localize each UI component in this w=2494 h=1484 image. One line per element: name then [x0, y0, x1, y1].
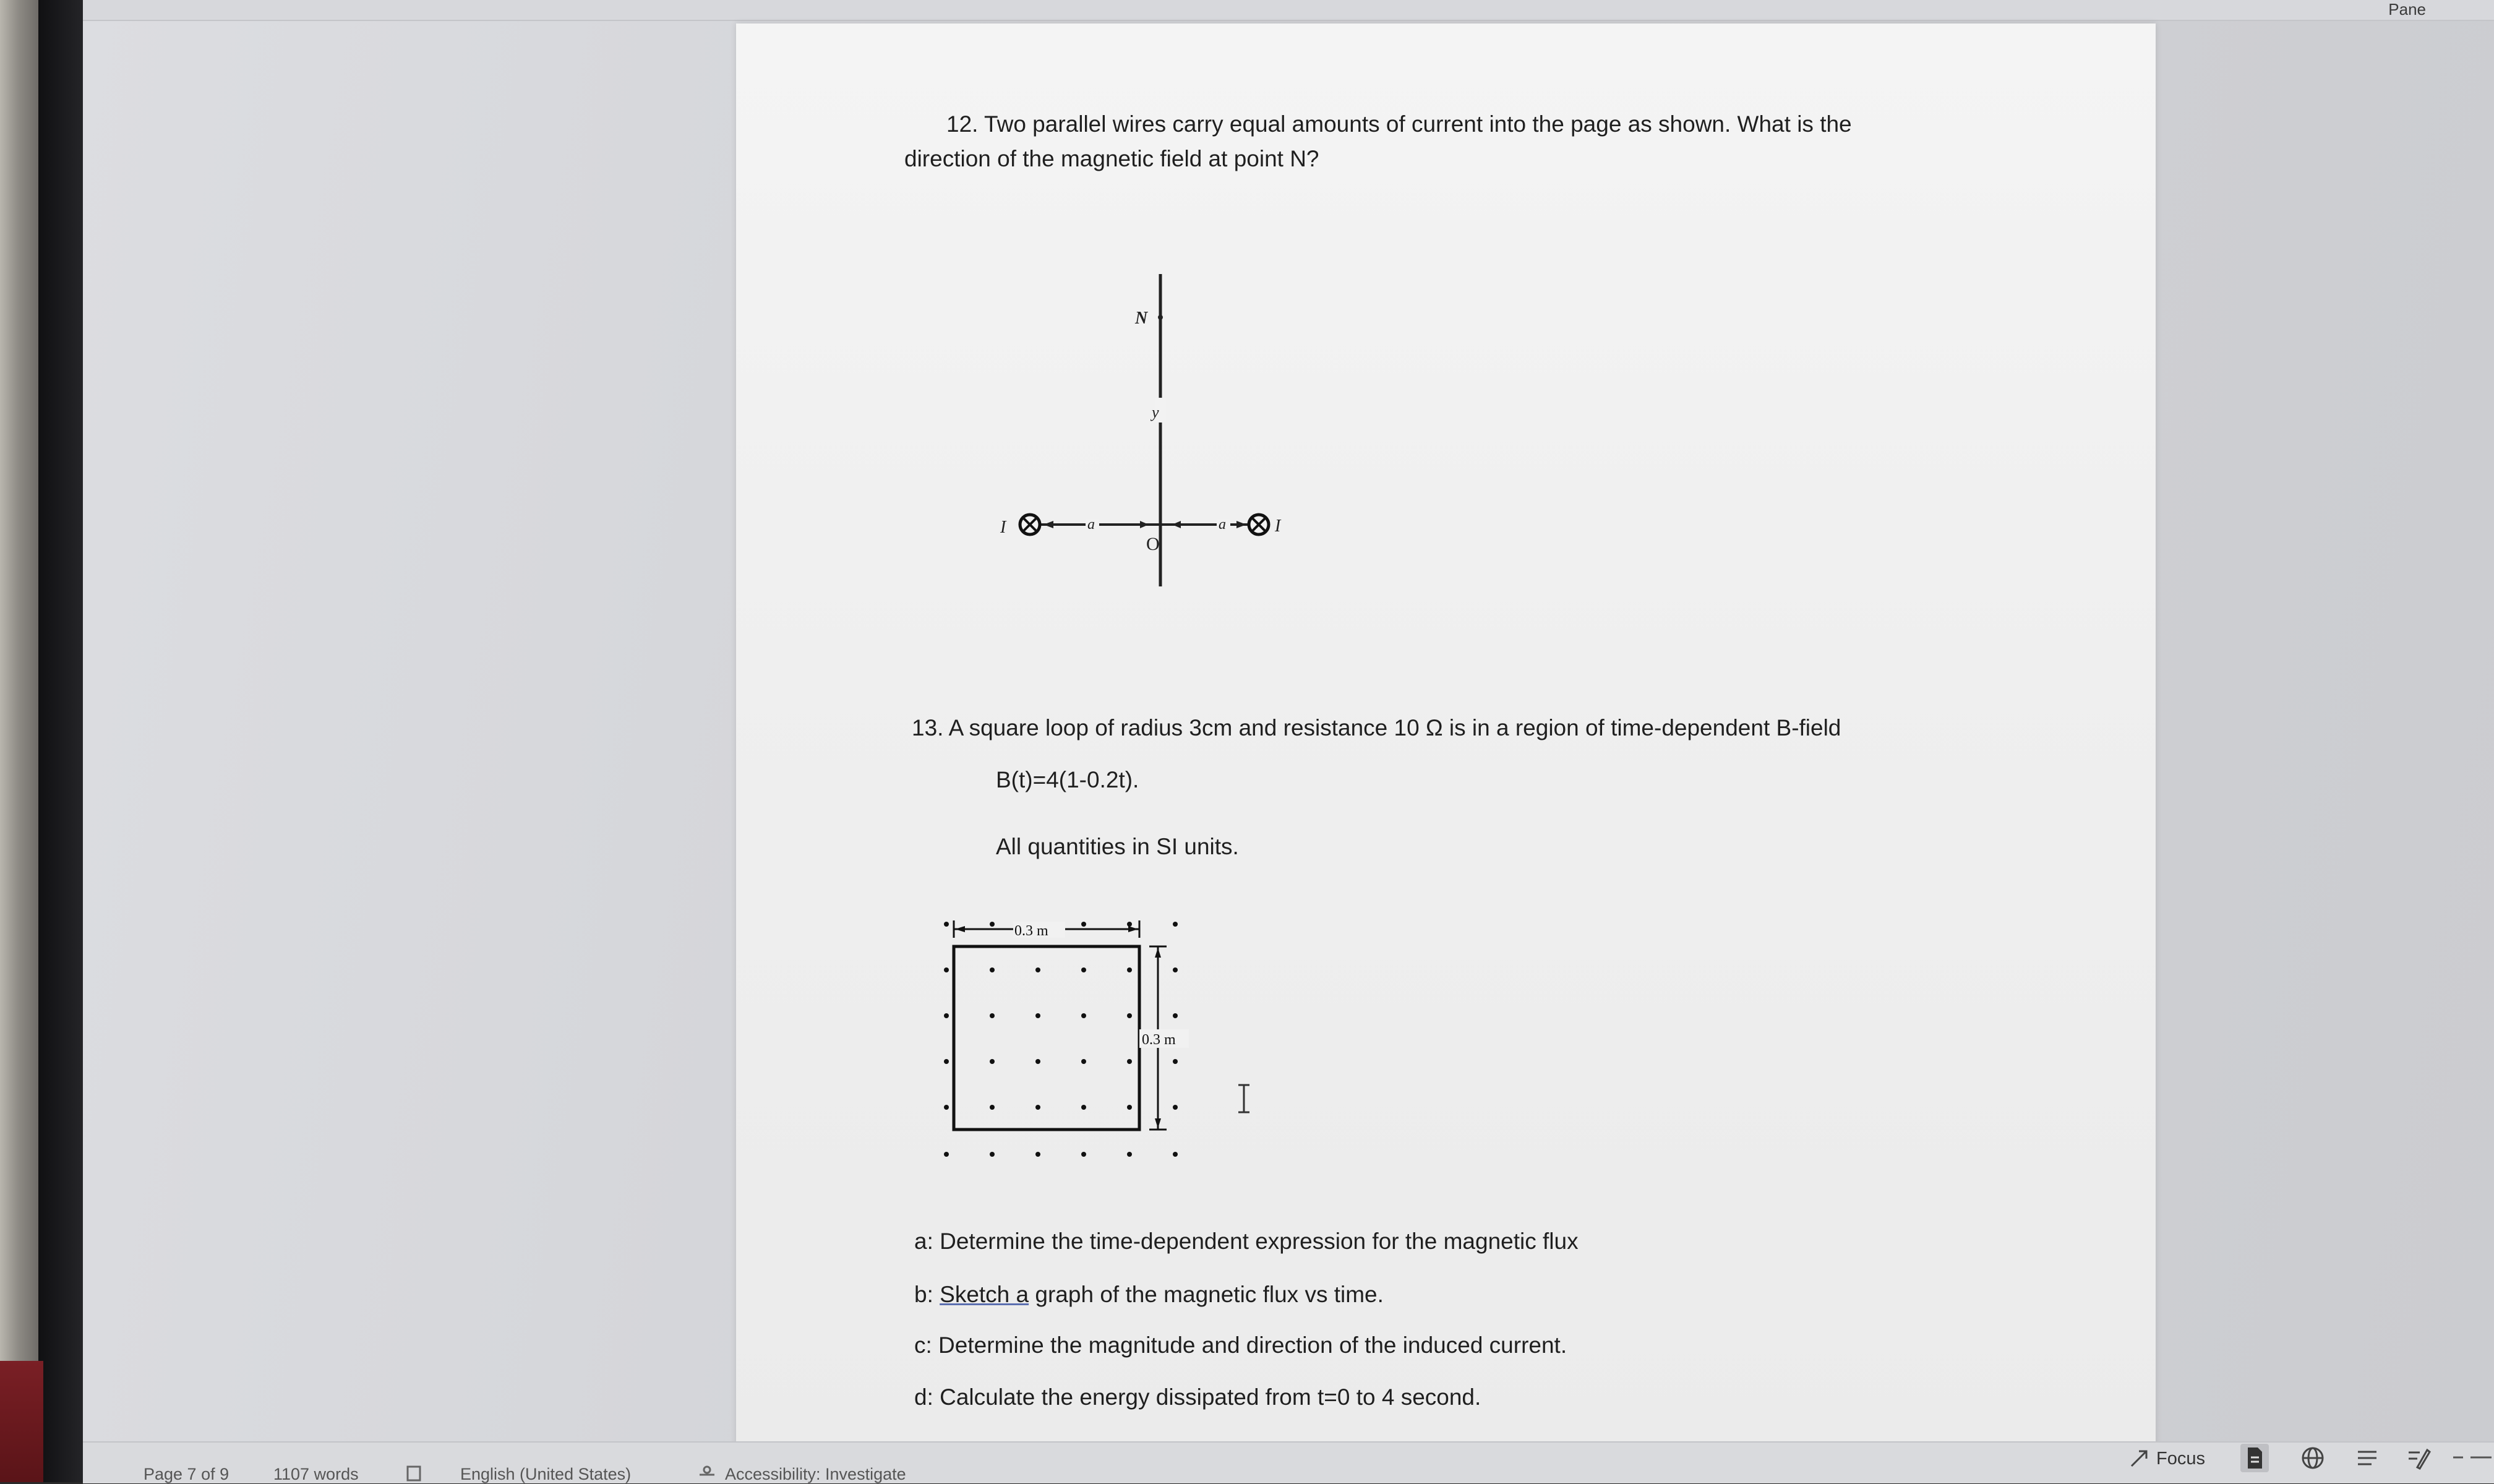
q13-part-b-prefix: b: [914, 1282, 940, 1307]
zoom-slider[interactable] [2451, 1451, 2492, 1464]
web-layout-icon[interactable] [2299, 1444, 2327, 1472]
focus-expand-icon [2128, 1448, 2150, 1470]
device-bezel [38, 0, 83, 1482]
q13-part-b-rest: graph of the magnetic flux vs time. [1029, 1282, 1384, 1307]
q12-line2: direction of the magnetic field at point N? [904, 146, 1319, 171]
q13-line1: 13. A square loop of radius 3cm and resistance 10 Ω is in a region of time-dependent B-field [912, 715, 1841, 740]
draft-icon[interactable] [2405, 1444, 2433, 1472]
q13-part-b [914, 1282, 1384, 1308]
q13-units-note: All quantities in SI units. [996, 834, 1239, 859]
q13-part-d: d: Calculate the energy dissipated from t=0 to 4 second. [914, 1384, 1481, 1410]
outline-icon[interactable] [2353, 1444, 2381, 1472]
accessibility-icon[interactable] [696, 1465, 718, 1482]
top-toolbar-strip [83, 0, 2494, 21]
word-count[interactable]: 1107 words [273, 1465, 359, 1483]
focus-button[interactable] [2128, 1445, 2205, 1472]
height-label: 0.3 m [1142, 1032, 1176, 1048]
width-label: 0.3 m [1014, 923, 1048, 939]
q12-wire-figure [987, 249, 1296, 620]
q13-formula: B(t)=4(1-0.2t). [996, 767, 1139, 792]
label-N: N [1135, 309, 1148, 328]
pane-label[interactable]: Pane [2388, 0, 2426, 19]
accessibility-status[interactable]: Accessibility: Investigate [725, 1465, 906, 1483]
point-N [1158, 315, 1163, 320]
label-a-left: a [1087, 517, 1095, 533]
label-a-right: a [1219, 517, 1226, 533]
sketch-link[interactable]: Sketch a [940, 1282, 1029, 1307]
device-bezel-edge [0, 0, 38, 1482]
text-cursor-icon [1236, 1083, 1252, 1115]
proofing-icon[interactable] [406, 1465, 424, 1482]
language-status[interactable]: English (United States) [460, 1465, 632, 1483]
label-I-left: I [1000, 518, 1006, 537]
page-info[interactable]: Page 7 of 9 [144, 1465, 229, 1483]
q12-line1: 12. Two parallel wires carry equal amounts of current into the page as shown. What is the [946, 111, 1852, 137]
focus-label: Focus [2156, 1448, 2205, 1469]
document-page[interactable] [736, 24, 2156, 1448]
q13-loop-figure [922, 908, 1206, 1193]
label-I-right: I [1275, 517, 1281, 536]
label-y: y [1152, 403, 1159, 421]
square-loop [954, 946, 1139, 1130]
q13-part-a: a: Determine the time-dependent expression for the magnetic flux [914, 1229, 1579, 1254]
label-O: O [1146, 534, 1160, 554]
desk-object [0, 1361, 43, 1482]
q13-part-c: c: Determine the magnitude and direction of the induced current. [914, 1332, 1567, 1358]
print-layout-icon[interactable] [2240, 1444, 2269, 1472]
